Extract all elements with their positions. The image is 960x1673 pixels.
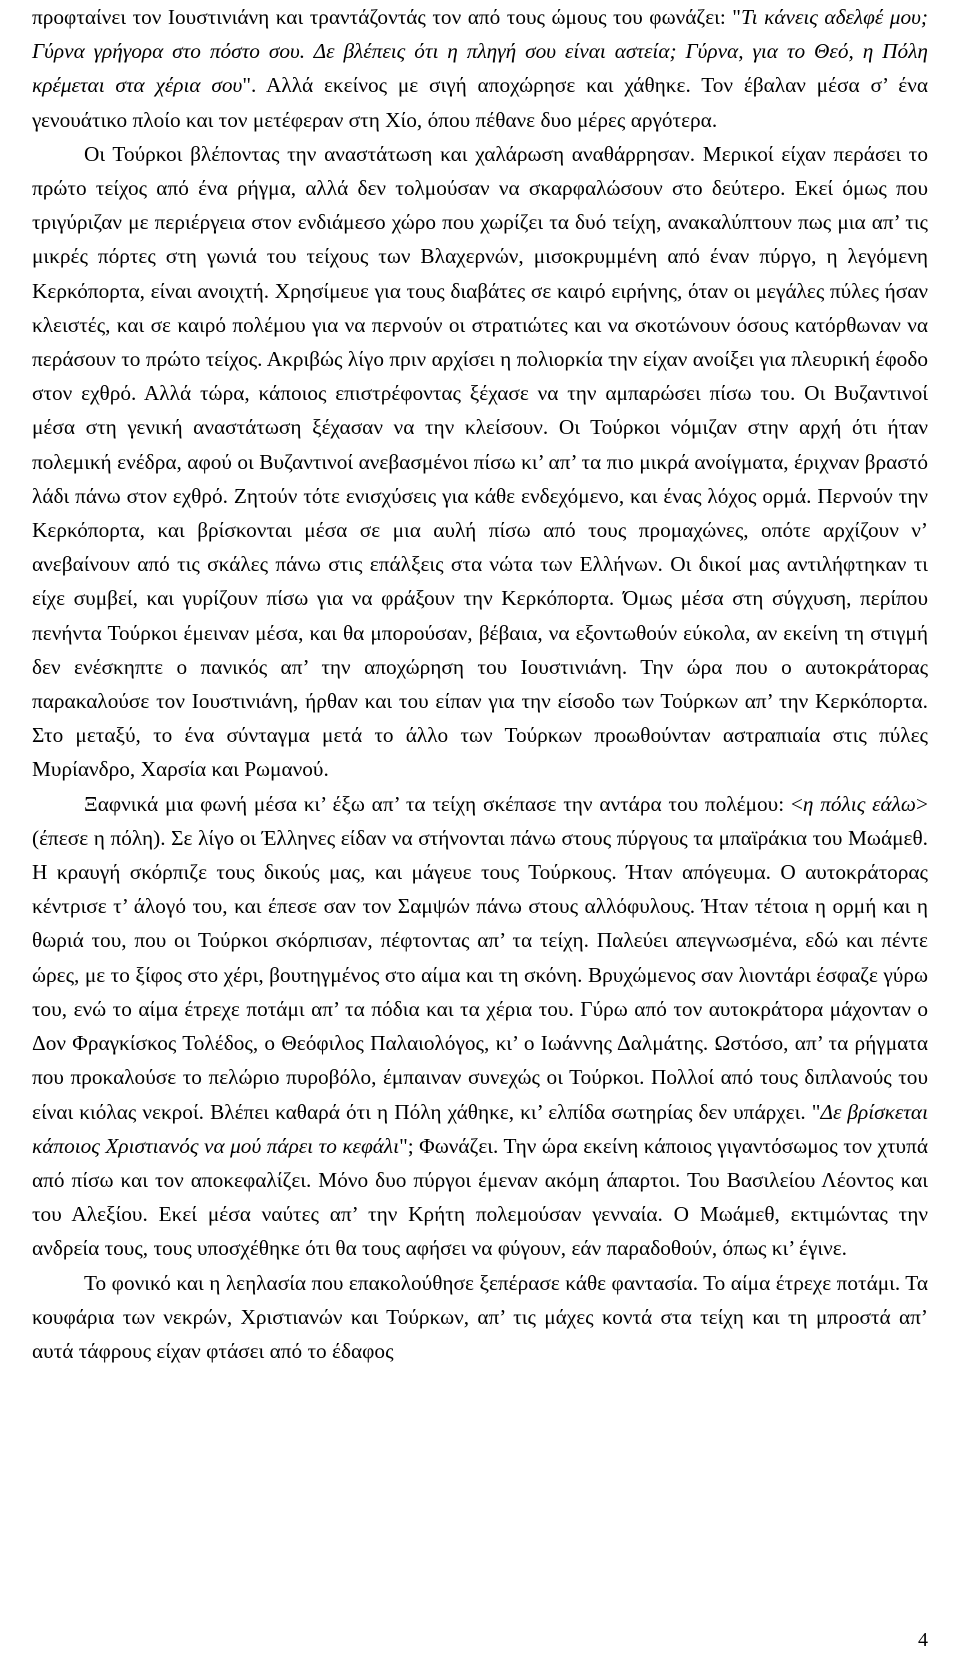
text-run: Το φονικό και η λεηλασία που επακολούθησε ξεπέρασε κάθε φαντασία. Το αίμα έτρεχε ποτάμι. Τα κουφάρια των νεκρών, Χριστιανών και Τούρκων, απ’ τις μάχες κοντά στα τείχη και τη μπροστά απ’ αυτά τάφρους είχαν φτάσει από το έδαφος xyxy=(32,1270,928,1363)
italic-text: Δε βρίσκεται κάποιος Χριστιανός να μού πάρει το κεφάλι xyxy=(32,1099,929,1158)
paragraph xyxy=(32,787,928,1266)
text-run: Οι Τούρκοι βλέποντας την αναστάτωση και χαλάρωση αναθάρρησαν. Μερικοί είχαν περάσει το πρώτο τείχος από ένα ρήγμα, αλλά δεν τολμούσαν να σκαρφαλώσουν στο δεύτερο. Εκεί όμως που τριγύριζαν με περιέργεια στον ενδιάμεσο χώρο που χωρίζει τα δυό τείχη, ανακαλύπτουν πως μια απ’ τις μικρές πόρτες στη γωνιά του τείχους των Βλαχερνών, μισοκρυμμένη από έναν πύργο, η λεγόμενη Κερκόπορτα, είναι ανοιχτή. Χρησίμευε για τους διαβάτες σε καιρό ειρήνης, όταν οι μεγάλες πύλες ήσαν κλειστές, και σε καιρό πολέμου για να περνούν οι στρατιώτες και να σκοτώνουν όσους κατόρθωναν να περάσουν το πρώτο τείχος. Ακριβώς λίγο πριν αρχίσει η πολιορκία την είχαν ανοίξει για πλευρική έφοδο στον εχθρό. Αλλά τώρα, κάποιος επιστρέφοντας ξέχασε να την αμπαρώσει πίσω του. Οι Βυζαντινοί μέσα στη γενική αναστάτωση ξέχασαν να την κλείσουν. Οι Τούρκοι νόμιζαν στην αρχή ότι ήταν πολεμική ενέδρα, αφού οι Βυζαντινοί ανεβασμένοι πίσω κι’ απ’ τα πιο μικρά ανοίγματα, έριχναν βραστό λάδι πάνω στον εχθρό. Ζητούν τότε ενισχύσεις για κάθε ενδεχόμενο, και ένας λόχος ορμά. Περνούν την Κερκόπορτα, και βρίσκονται μέσα σε μια αυλή πίσω από τους προμαχώνες, οπότε αρχίζουν ν’ ανεβαίνουν από τις σκάλες πάνω στις επάλξεις στα νώτα των Ελλήνων. Οι δικοί μας αντιλήφτηκαν τι είχε συμβεί, και γυρίζουν πίσω για να φράξουν την Κερκόπορτα. Όμως μέσα στη σύγχυση, περίπου πενήντα Τούρκοι έμειναν μέσα, και θα μπορούσαν, βέβαια, να εξοντωθούν εύκολα, αν εκείνη τη στιγμή δεν ενέσκηπτε ο πανικός απ’ την αποχώρηση του Ιουστινιάνη. Την ώρα που ο αυτοκράτορας παρακαλούσε τον Ιουστινιάνη, ήρθαν και του είπαν για την είσοδο των Τούρκων απ’ την Κερκόπορτα. Στο μεταξύ, το ένα σύνταγμα μετά το άλλο των Τούρκων προωθούνταν αστραπιαία στις πύλες Μυρίανδρο, Χαρσία και Ρωμανού. xyxy=(32,141,928,782)
text-run: "; Φωνάζει. Την ώρα εκείνη κάποιος γιγαντόσωμος τον χτυπά από πίσω και τον αποκεφαλίζει. Μόνο δυο πύργοι έμεναν ακόμη άπαρτοι. Του Βασιλείου Λέοντος και του Αλεξίου. Εκεί μέσα ναύτες απ’ την Κρήτη πολεμούσαν γενναία. Ο Μωάμεθ, εκτιμώντας την ανδρεία τους, τους υποσχέθηκε ότι θα τους αφήσει να φύγουν, εάν παραδοθούν, όπως κι’ έγινε. xyxy=(32,1133,929,1261)
paragraph xyxy=(32,0,928,137)
text-run: > (έπεσε η πόλη). Σε λίγο οι Έλληνες είδαν να στήνονται πάνω στους πύργους τα μπαϊράκια του Μωάμεθ. Η κραυγή σκόρπιζε τους δικούς μας, και μάγευε τους Τούρκους. Ήταν απόγευμα. Ο αυτοκράτορας κέντρισε τ’ άλογό του, και έπεσε σαν τον Σαμψών πάνω στους αλλόφυλους. Ήταν τέτοια η ορμή και η θωριά του, που οι Τούρκοι σκόρπισαν, πέφτοντας απ’ τα τείχη. Παλεύει απεγνωσμένα, εδώ και πέντε ώρες, με το ξίφος στο χέρι, βουτηγμένος στο αίμα και τη σκόνη. Βρυχώμενος σαν λιοντάρι έσφαζε γύρω του, ενώ το αίμα έτρεχε ποτάμι απ’ τα πόδια και τα χέρια του. Γύρω από τον αυτοκράτορα μάχονταν ο Δον Φραγκίσκος Τολέδος, ο Θεόφιλος Παλαιολόγος, κι’ ο Ιωάννης Δαλμάτης. Ωστόσο, απ’ τα ρήγματα που προκαλούσε το πελώριο πυροβόλο, έμπαιναν συνεχώς οι Τούρκοι. Πολλοί από τους διπλανούς του είναι κιόλας νεκροί. Βλέπει καθαρά ότι η Πόλη χάθηκε, κι’ ελπίδα σωτηρίας δεν υπάρχει. " xyxy=(32,791,928,1124)
text-run: προφταίνει τον Ιουστινιάνη και τραντάζοντάς τον από τους ώμους του φωνάζει: " xyxy=(32,5,742,29)
italic-text: Τι κάνεις αδελφέ μου; Γύρνα γρήγορα στο πόστο σου. Δε βλέπεις ότι η πληγή σου είναι αστεία; Γύρνα, για το Θεό, η Πόλη κρέμεται στα χέρια σου xyxy=(32,5,929,98)
italic-text: η πόλις εάλω xyxy=(802,791,916,816)
paragraph xyxy=(32,1266,928,1369)
page-number: 4 xyxy=(918,1629,928,1651)
paragraph xyxy=(32,137,928,787)
body-text xyxy=(32,0,928,1368)
text-run: ". Αλλά εκείνος με σιγή αποχώρησε και χάθηκε. Τον έβαλαν μέσα σ’ ένα γενουάτικο πλοίο και τον μετέφεραν στη Χίο, όπου πέθανε δυο μέρες αργότερα. xyxy=(32,73,928,132)
text-run: Ξαφνικά μια φωνή μέσα κι’ έξω απ’ τα τείχη σκέπασε την αντάρα του πολέμου: < xyxy=(84,791,803,816)
